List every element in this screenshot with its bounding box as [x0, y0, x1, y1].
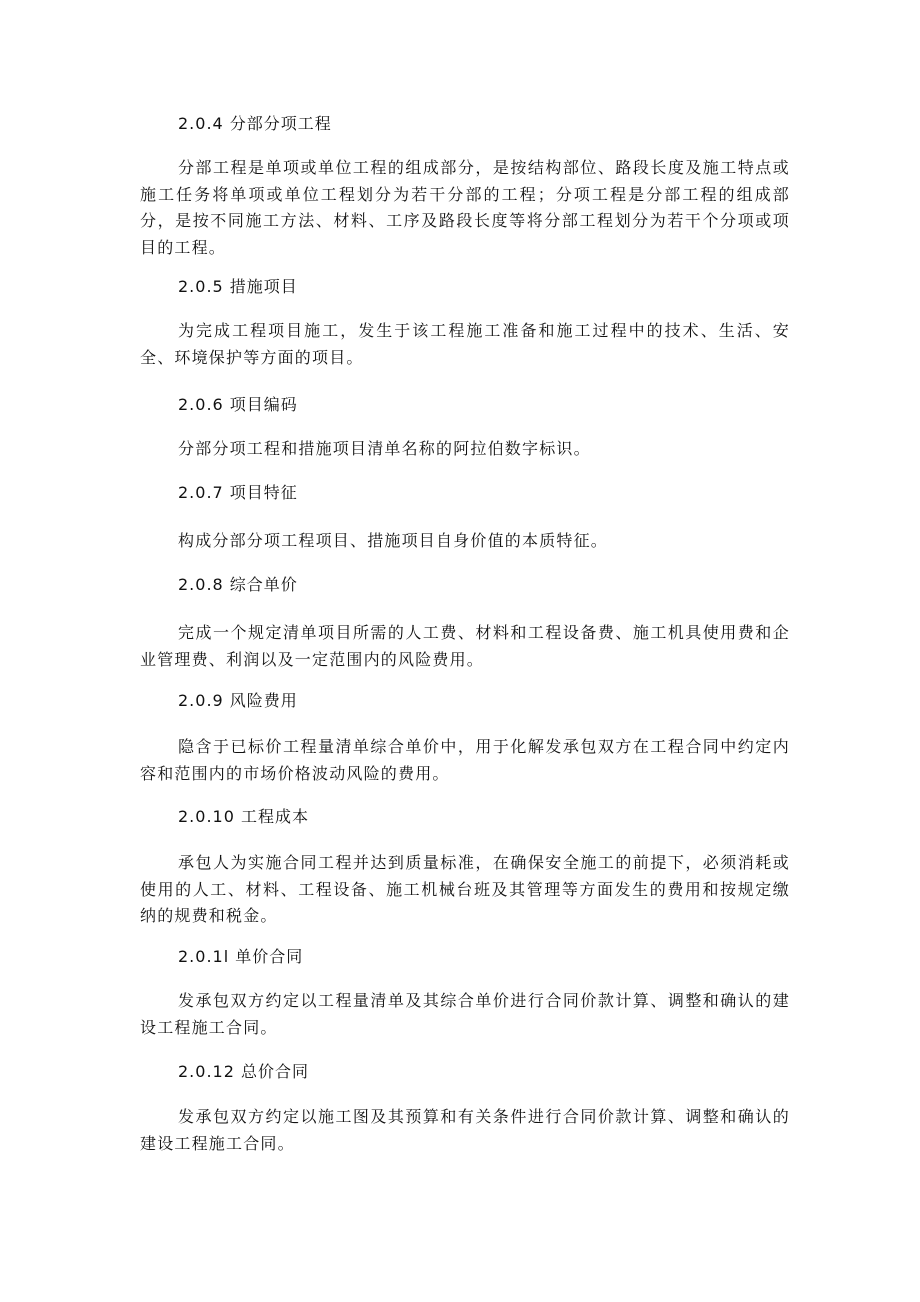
- section-heading: 2.0.9 风险费用: [178, 691, 298, 710]
- section-2-0-4: [140, 113, 790, 135]
- section-2-0-12-body: [140, 1104, 790, 1157]
- section-body: 分部分项工程和措施项目清单名称的阿拉伯数字标识。: [178, 439, 591, 458]
- section-body: 隐含于已标价工程量清单综合单价中，用于化解发承包双方在工程合同中约定内容和范围内的市场价格波动风险的费用。: [140, 737, 790, 783]
- section-body: 分部工程是单项或单位工程的组成部分，是按结构部位、路段长度及施工特点或施工任务将单项或单位工程划分为若干分部的工程；分项工程是分部工程的组成部分，是按不同施工方法、材料、工序及路段长度等将分部工程划分为若干个分项或项目的工程。: [140, 158, 790, 257]
- section-2-0-7-body: [140, 528, 790, 555]
- section-2-0-10-body: [140, 850, 790, 930]
- section-2-0-8: [140, 574, 790, 596]
- section-heading: 2.0.1l 单价合同: [178, 947, 304, 966]
- section-2-0-5-body: [140, 318, 790, 371]
- section-2-0-4-body: [140, 155, 790, 261]
- section-2-0-8-body: [140, 620, 790, 673]
- section-2-0-11-body: [140, 988, 790, 1041]
- section-heading: 2.0.5 措施项目: [178, 277, 298, 296]
- section-2-0-6: [140, 394, 790, 416]
- section-2-0-9: [140, 690, 790, 712]
- section-body: 构成分部分项工程项目、措施项目自身价值的本质特征。: [178, 531, 609, 550]
- section-2-0-5: [140, 276, 790, 298]
- section-2-0-6-body: [140, 436, 790, 463]
- section-body: 承包人为实施合同工程并达到质量标准，在确保安全施工的前提下，必须消耗或使用的人工、材料、工程设备、施工机械台班及其管理等方面发生的费用和按规定缴纳的规费和税金。: [140, 853, 790, 925]
- section-2-0-10: [140, 806, 790, 828]
- section-body: 为完成工程项目施工，发生于该工程施工准备和施工过程中的技术、生活、安全、环境保护等方面的项目。: [140, 321, 790, 367]
- section-2-0-9-body: [140, 734, 790, 787]
- section-2-0-12: [140, 1061, 790, 1083]
- section-body: 发承包双方约定以施工图及其预算和有关条件进行合同价款计算、调整和确认的建设工程施工合同。: [140, 1107, 790, 1153]
- section-2-0-11: [140, 946, 790, 968]
- section-body: 完成一个规定清单项目所需的人工费、材料和工程设备费、施工机具使用费和企业管理费、利润以及一定范围内的风险费用。: [140, 623, 790, 669]
- section-body: 发承包双方约定以工程量清单及其综合单价进行合同价款计算、调整和确认的建设工程施工合同。: [140, 991, 790, 1037]
- section-heading: 2.0.7 项目特征: [178, 483, 298, 502]
- section-heading: 2.0.6 项目编码: [178, 395, 298, 414]
- section-heading: 2.0.8 综合单价: [178, 575, 298, 594]
- section-heading: 2.0.10 工程成本: [178, 807, 309, 826]
- section-heading: 2.0.12 总价合同: [178, 1062, 309, 1081]
- section-heading: 2.0.4 分部分项工程: [178, 114, 332, 133]
- section-2-0-7: [140, 482, 790, 504]
